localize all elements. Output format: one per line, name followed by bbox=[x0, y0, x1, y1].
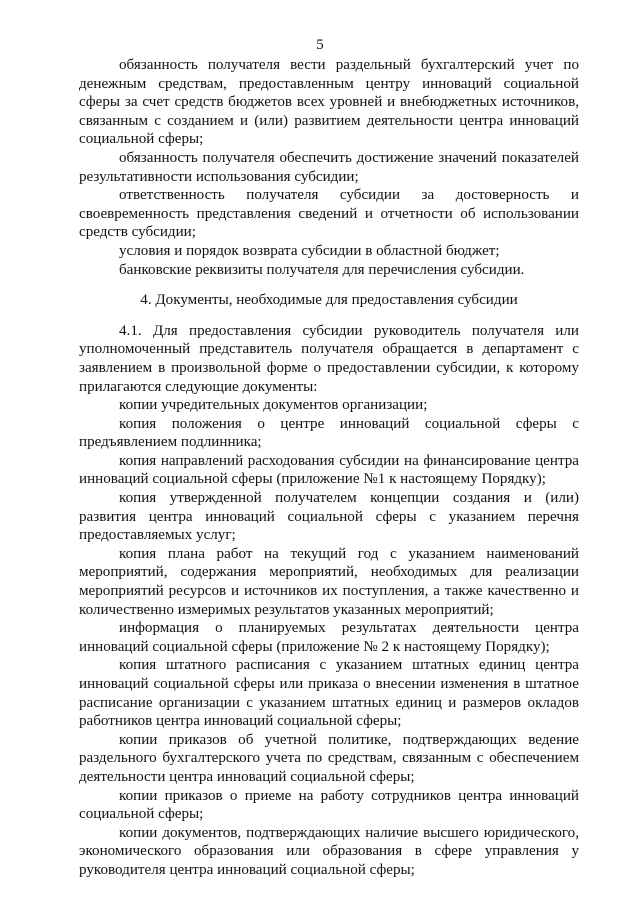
paragraph: обязанность получателя обеспечить достижение значений показателей результативности использования субсидии; bbox=[79, 149, 579, 185]
paragraph: обязанность получателя вести раздельный бухгалтерский учет по денежным средствам, предоставленным центру инноваций социальной сферы за счет средств бюджетов всех уровней и внебюджетных источников, связанным с созданием и (или) развитием деятельности центра инноваций социальной сферы; bbox=[79, 57, 579, 148]
list-item: копии приказов о приеме на работу сотрудников центра инноваций социальной сферы; bbox=[79, 787, 579, 823]
paragraph: условия и порядок возврата субсидии в областной бюджет; bbox=[119, 242, 500, 259]
list-item: копия штатного расписания с указанием штатных единиц центра инноваций социальной сферы или приказа о внесении изменения в штатное расписание организации с указанием штатных единиц и размеров окладов работников центра инноваций социальной сферы; bbox=[79, 657, 579, 730]
page-number: 5 bbox=[316, 37, 324, 53]
paragraph: ответственность получателя субсидии за достоверность и своевременность представления сведений и отчетности об использовании средств субсидии; bbox=[79, 187, 579, 241]
list-item: копия плана работ на текущий год с указанием наименований мероприятий, содержания мероприятий, необходимых для реализации мероприятий ресурсов и источников их поступления, а также качественно и количественно измеримых результатов указанных мероприятий; bbox=[79, 545, 579, 618]
section-heading: 4. Документы, необходимые для предоставления субсидии bbox=[140, 292, 518, 309]
page-content bbox=[79, 56, 579, 880]
list-item: копии документов, подтверждающих наличие высшего юридического, экономического образования или образования в сфере управления у руководителя центра инноваций социальной сферы; bbox=[79, 824, 579, 878]
paragraph: 4.1. Для предоставления субсидии руководитель получателя или уполномоченный представитель получателя обращается в департамент с заявлением в произвольной форме о предоставлении субсидии, к которому прилагаются следующие документы: bbox=[79, 322, 579, 395]
list-item: копия утвержденной получателем концепции создания и (или) развития центра инноваций социальной сферы с указанием перечня предоставляемых услуг; bbox=[79, 490, 579, 544]
paragraph: банковские реквизиты получателя для перечисления субсидии. bbox=[119, 261, 525, 278]
list-item: копии приказов об учетной политике, подтверждающих ведение раздельного бухгалтерского учета по средствам, связанным с обеспечением деятельности центра инноваций социальной сферы; bbox=[79, 731, 579, 785]
list-item: копии учредительных документов организации; bbox=[119, 397, 428, 414]
list-item: копия положения о центре инноваций социальной сферы с предъявлением подлинника; bbox=[79, 415, 579, 451]
list-item: информация о планируемых результатах деятельности центра инноваций социальной сферы (приложение № 2 к настоящему Порядку); bbox=[79, 620, 579, 655]
list-item: копия направлений расходования субсидии на финансирование центра инноваций социальной сферы (приложение №1 к настоящему Порядку); bbox=[79, 452, 579, 488]
